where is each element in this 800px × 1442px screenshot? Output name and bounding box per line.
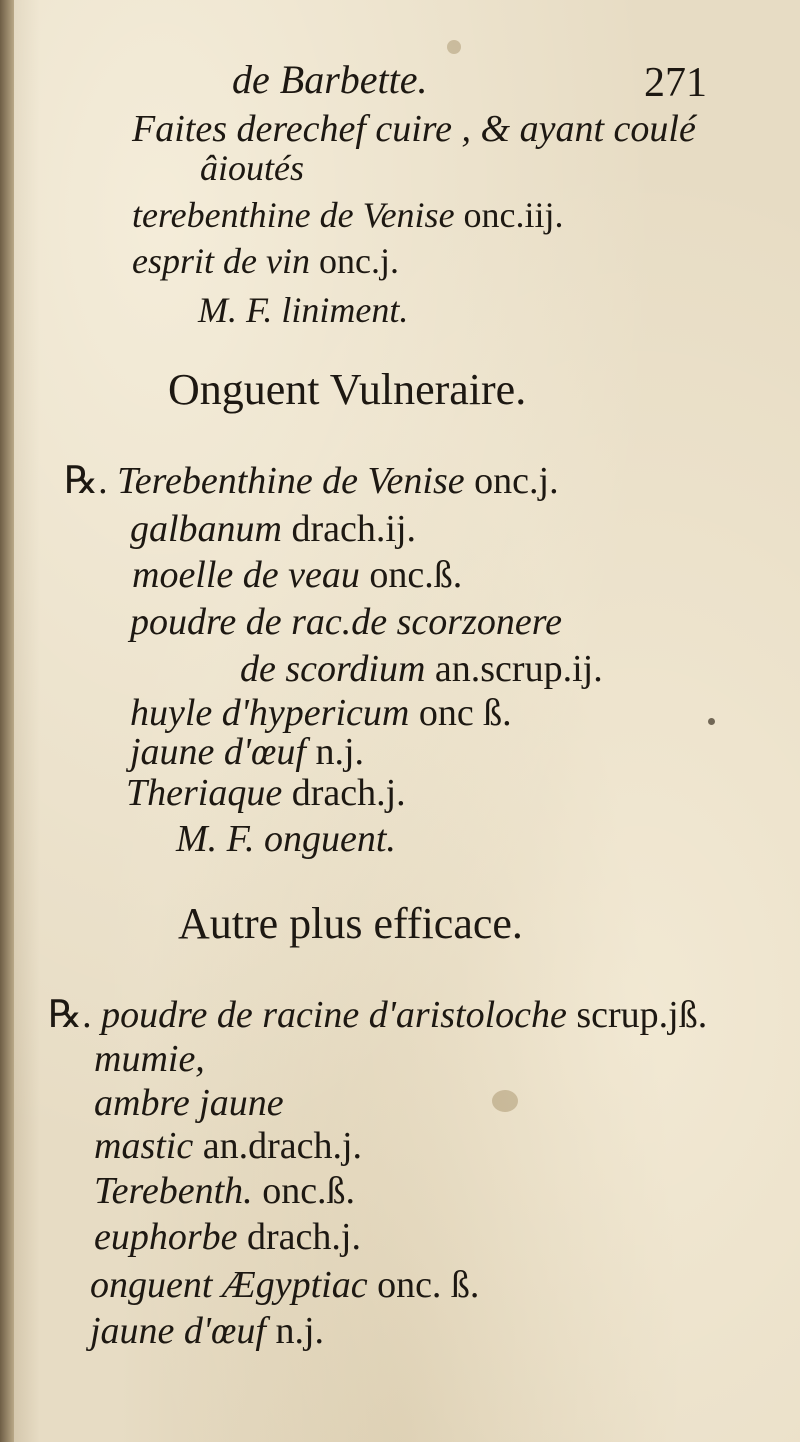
recipe-line [130,510,416,548]
text-line: M. F. liniment. [198,290,409,330]
section-heading: Autre plus efficace. [178,899,523,948]
recipe-line [94,1084,284,1122]
recipe-line [90,1266,479,1304]
dose: an.scrup.ij. [434,648,603,690]
ingredient: M. F. onguent. [176,818,396,860]
dose: drach.j. [247,1216,361,1258]
ingredient: euphorbe [94,1216,238,1258]
recipe-symbol: ℞. [48,994,92,1036]
ingredient: mastic [94,1125,194,1167]
dose: onc.ß. [262,1170,356,1212]
dose: an.drach.j. [202,1125,363,1167]
ingredient: onguent Ægyptiac [90,1264,368,1306]
ingredient: ambre jaune [94,1082,284,1124]
page-spine-shadow [0,0,14,1442]
recipe-line [240,650,603,688]
ingredient: Theriaque [126,772,283,814]
stain [447,40,461,54]
dose: onc.iij. [463,195,564,235]
recipe-line [130,694,512,732]
stain [492,1090,518,1112]
recipe-line [94,1172,355,1210]
dose: n.j. [315,731,365,773]
recipe-line [94,1127,362,1165]
ingredient: poudre de rac.de scorzonere [130,601,562,643]
ingredient: mumie, [94,1038,205,1080]
dose: n.j. [275,1310,325,1352]
ingredient: huyle d'hypericum [130,692,410,734]
recipe-line [130,733,364,771]
dose: drach.j. [291,772,406,814]
dose: onc ß. [418,692,512,734]
dose: drach.ij. [291,508,417,550]
ingredient: esprit de vin [132,241,310,281]
ingredient: poudre de racine d'aristoloche [101,994,567,1036]
page-number: 271 [644,60,707,106]
ingredient: jaune d'œuf [130,731,306,773]
recipe-line [176,820,396,858]
text-line: âioutés [200,148,304,188]
recipe-line [130,603,562,641]
recipe-line [64,462,559,500]
ingredient: Terebenth. [94,1170,253,1212]
recipe-line [94,1218,361,1256]
dose: scrup.jß. [576,994,708,1036]
stain [708,718,715,725]
recipe-line [126,774,406,812]
text-line: Faites derechef cuire , & ayant coulé [132,108,696,150]
recipe-line [132,556,462,594]
recipe-line [132,243,399,279]
ingredient: de scordium [240,648,426,690]
recipe-line [132,197,564,233]
recipe-line [48,996,707,1034]
ingredient: galbanum [130,508,282,550]
ingredient: moelle de veau [132,554,360,596]
ingredient: jaune d'œuf [90,1310,266,1352]
dose: onc. ß. [377,1264,480,1306]
recipe-symbol: ℞. [64,460,108,502]
ingredient: terebenthine de Venise [132,195,455,235]
dose: onc.j. [318,241,399,281]
running-title: de Barbette. [232,57,428,102]
dose: onc.j. [474,460,559,502]
dose: onc.ß. [369,554,463,596]
section-heading: Onguent Vulneraire. [168,365,527,414]
recipe-line [94,1040,205,1078]
ingredient: Terebenthine de Venise [117,460,465,502]
recipe-line [90,1312,324,1350]
